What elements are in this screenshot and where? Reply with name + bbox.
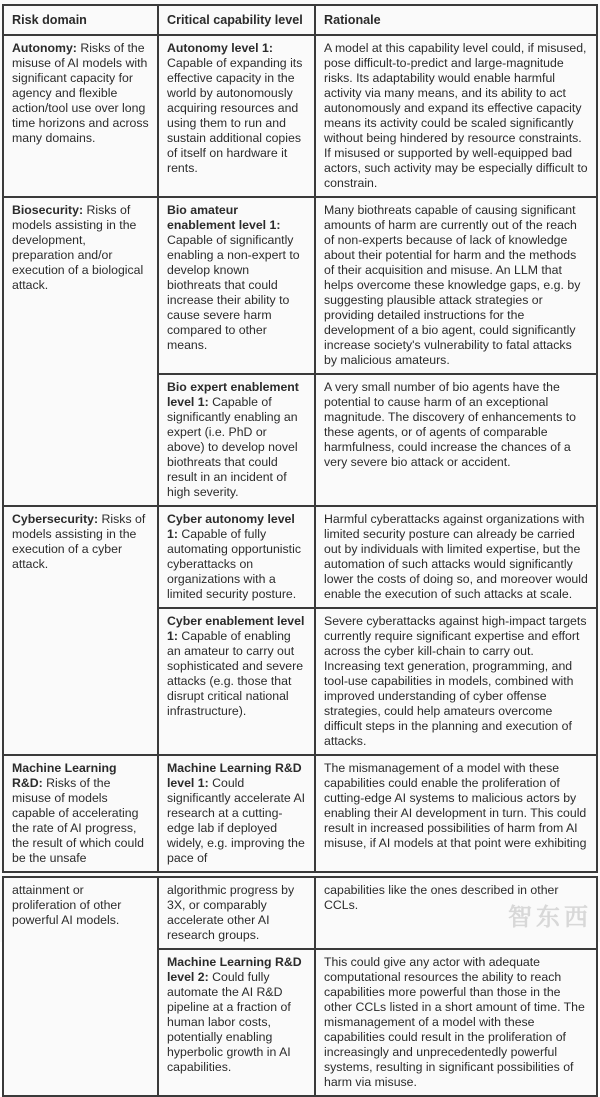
biosecurity-risk-label: Biosecurity: — [12, 203, 84, 217]
cell-cyber-enablement-ccl — [158, 608, 315, 755]
cell-biosecurity-risk — [3, 197, 158, 506]
autonomy-ccl-text: Capable of expanding its effective capacity in the world by autonomously acquiring resources and using them to run and sustain additional copies of itself on hardware it rents. — [167, 56, 303, 175]
ccl-table-part2 — [2, 876, 598, 1097]
cell-mlrd-level2-rationale: This could give any actor with adequate computational resources the ability to reach capabilities more powerful than those in the other CCLs listed in a short amount of time. The mismanagement of a model with these capabilities could result in the proliferation of increasingly and unprecedentedly powerful systems, resulting in significant possibilities of harm via misuse. — [315, 949, 597, 1096]
mlrd-level2-ccl-label: Machine Learning R&D level 2: — [167, 955, 302, 984]
cell-mlrd-level1-rationale-continued: capabilities like the ones described in other CCLs. — [315, 877, 597, 949]
autonomy-risk-label: Autonomy: — [12, 41, 77, 55]
mlrd-risk-label: Machine Learning R&D: — [12, 761, 117, 790]
row-cyber-autonomy — [3, 506, 597, 608]
cell-cyber-enablement-rationale: Severe cyberattacks against high-impact targets currently require significant expertise and effort across the cyber kill-chain to carry out. Increasing text generation, programming, and tool-use capabilities in models, combined with improved understanding of cyber offense strategies, could help amateurs overcome difficult steps in the planning and execution of attacks. — [315, 608, 597, 755]
cell-mlrd-risk — [3, 755, 158, 872]
header-critical-capability-level: Critical capability level — [158, 5, 315, 35]
cyber-enablement-ccl-label: Cyber enablement level 1: — [167, 614, 305, 643]
cell-bio-amateur-rationale: Many biothreats capable of causing significant amounts of harm are currently out of the reach of non-experts because of lack of knowledge about their potential for harm and the methods of their acquisition and misuse. An LLM that helps overcome these knowledge gaps, e.g. by suggesting plausible attack strategies or providing detailed instructions for the development of a bio agent, could significantly increase society's vulnerability to fatal attacks by malicious amateurs. — [315, 197, 597, 374]
cyber-autonomy-ccl-text: Capable of fully automating opportunistic cyberattacks on organizations with a limited security posture. — [167, 527, 301, 601]
row-autonomy — [3, 35, 597, 197]
cell-autonomy-rationale: A model at this capability level could, if misused, pose difficult-to-predict and large-magnitude risks. Its adaptability would enable harmful activity via many means, and its ability to act autonomously and expand its effective capacity means its activity could be scaled significantly without being hindered by resource constraints. If misused or supported by well-equipped bad actors, such activity may be especially difficult to constrain. — [315, 35, 597, 197]
cybersecurity-risk-text: Risks of models assisting in the execution of a cyber attack. — [12, 512, 146, 571]
header-rationale: Rationale — [315, 5, 597, 35]
cell-autonomy-ccl — [158, 35, 315, 197]
mlrd-level1-ccl-label: Machine Learning R&D level 1: — [167, 761, 302, 790]
cell-mlrd-level1-ccl-continued: algorithmic progress by 3X, or comparably accelerate other AI research groups. — [158, 877, 315, 949]
cell-bio-expert-rationale: A very small number of bio agents have the potential to cause harm of an exceptional magnitude. The discovery of enhancements to these agents, or of agents of comparable harmfulness, could increase the chances of a very severe bio attack or accident. — [315, 374, 597, 506]
row-bio-amateur — [3, 197, 597, 374]
cell-bio-amateur-ccl — [158, 197, 315, 374]
row-mlrd-level1-continued — [3, 877, 597, 949]
bio-amateur-ccl-label: Bio amateur enablement level 1: — [167, 203, 281, 232]
table-header-row — [3, 5, 597, 35]
cell-bio-expert-ccl — [158, 374, 315, 506]
autonomy-ccl-label: Autonomy level 1: — [167, 41, 273, 55]
ccl-table-part1 — [2, 4, 598, 873]
cell-mlrd-level2-ccl — [158, 949, 315, 1096]
bio-expert-ccl-label: Bio expert enablement level 1: — [167, 380, 299, 409]
row-mlrd-level1-top — [3, 755, 597, 872]
cell-autonomy-risk — [3, 35, 158, 197]
cyber-autonomy-ccl-label: Cyber autonomy level 1: — [167, 512, 295, 541]
cell-mlrd-level1-rationale: The mismanagement of a model with these capabilities could enable the proliferation of cutting-edge AI systems to malicious actors by enabling their AI development in turn. This could result in increased possibilities of harm from AI misuse, if AI models at that point were exhibiting — [315, 755, 597, 872]
autonomy-risk-text: Risks of the misuse of AI models with significant capacity for agency and flexible action/tool use over long time horizons and across many domains. — [12, 41, 149, 145]
cell-mlrd-risk-continued: attainment or proliferation of other powerful AI models. — [3, 877, 158, 1096]
header-risk-domain: Risk domain — [3, 5, 158, 35]
cell-cyber-autonomy-ccl — [158, 506, 315, 608]
watermark: 智东西 — [508, 904, 592, 931]
bio-amateur-ccl-text: Capable of significantly enabling a non-expert to develop known biothreats that could increase their ability to cause severe harm compared to other means. — [167, 233, 300, 352]
cybersecurity-risk-label: Cybersecurity: — [12, 512, 99, 526]
cell-cybersecurity-risk — [3, 506, 158, 755]
cell-cyber-autonomy-rationale: Harmful cyberattacks against organizations with limited security posture can already be carried out by individuals with limited expertise, but the automation of such attacks would significantly lower the costs of doing so, and moreover would enable the execution of such attacks at scale. — [315, 506, 597, 608]
cell-mlrd-level1-ccl — [158, 755, 315, 872]
biosecurity-risk-text: Risks of models assisting in the development, preparation and/or execution of a biological attack. — [12, 203, 144, 292]
bio-expert-ccl-text: Capable of significantly enabling an expert (i.e. PhD or above) to develop novel biothreats that could result in an incident of high severity. — [167, 395, 298, 499]
mlrd-level2-ccl-text: Could fully automate the AI R&D pipeline at a fraction of human labor costs, potentially enabling hyperbolic growth in AI capabilities. — [167, 970, 291, 1074]
mlrd-risk-text-part1: Risks of the misuse of models capable of accelerating the rate of AI progress, the result of which could be the unsafe — [12, 776, 144, 865]
cyber-enablement-ccl-text: Capable of enabling an amateur to carry out sophisticated and severe attacks (e.g. those that disrupt critical national infrastructure). — [167, 629, 304, 718]
mlrd-level1-ccl-text-part1: Could significantly accelerate AI research at a cutting-edge lab if deployed widely, e.g. improving the pace of — [167, 776, 306, 865]
